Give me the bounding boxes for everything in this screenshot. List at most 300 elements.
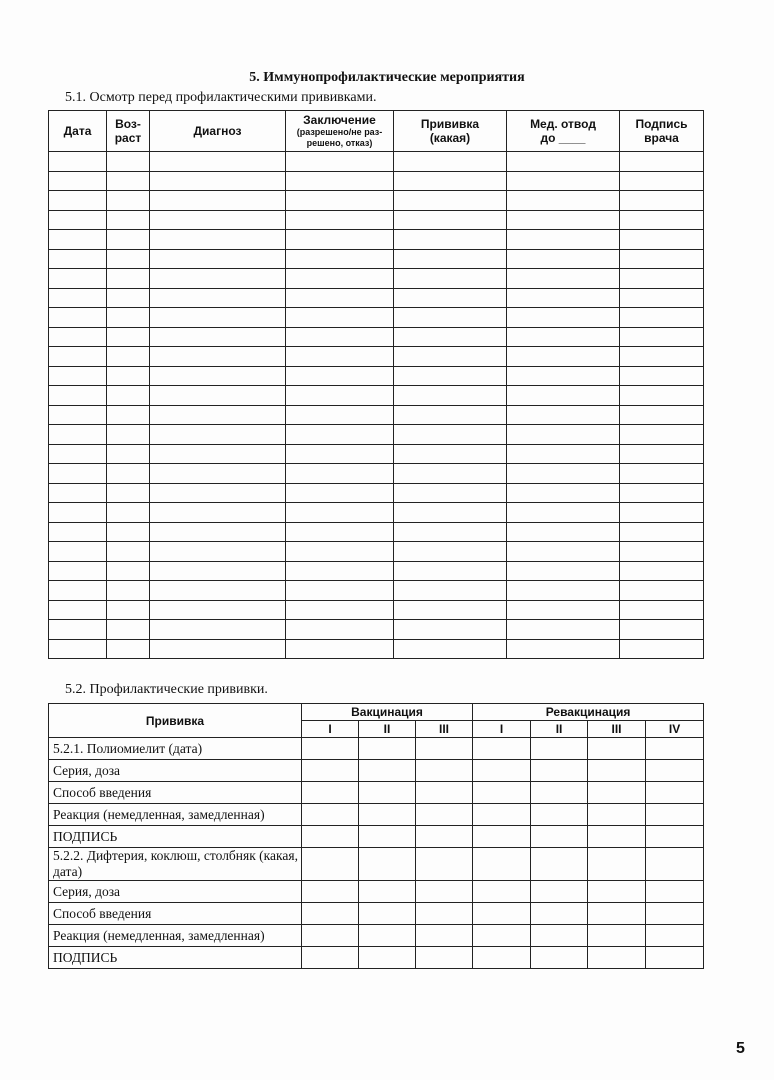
exam-cell[interactable] — [286, 581, 394, 601]
header-vaccination: Вакцинация — [302, 704, 473, 721]
exam-cell[interactable] — [107, 581, 150, 601]
vaccination-cell[interactable] — [473, 925, 531, 947]
vaccination-row — [49, 826, 704, 848]
exam-cell[interactable] — [620, 600, 704, 620]
exam-cell[interactable] — [507, 191, 620, 211]
exam-cell[interactable] — [620, 308, 704, 328]
exam-cell[interactable] — [107, 308, 150, 328]
vaccination-cell[interactable] — [416, 738, 473, 760]
exam-cell[interactable] — [394, 152, 507, 172]
exam-cell[interactable] — [507, 522, 620, 542]
exam-cell[interactable] — [150, 425, 286, 445]
exam-cell[interactable] — [620, 522, 704, 542]
exam-cell[interactable] — [49, 561, 107, 581]
vaccination-cell[interactable] — [359, 804, 416, 826]
exam-cell[interactable] — [49, 171, 107, 191]
vaccination-cell[interactable] — [473, 782, 531, 804]
vaccination-cell[interactable] — [531, 903, 588, 925]
vaccination-cell[interactable] — [473, 848, 531, 881]
vaccination-cell[interactable] — [302, 903, 359, 925]
page-number: 5 — [736, 1040, 745, 1057]
header-conclusion: Заключение (разрешено/не раз- решено, отказ) — [286, 111, 394, 152]
exam-cell[interactable] — [507, 561, 620, 581]
vaccination-cell[interactable] — [531, 760, 588, 782]
exam-cell[interactable] — [394, 464, 507, 484]
exam-cell[interactable] — [107, 288, 150, 308]
vaccination-cell[interactable] — [416, 881, 473, 903]
exam-cell[interactable] — [49, 600, 107, 620]
exam-cell[interactable] — [150, 171, 286, 191]
exam-cell[interactable] — [150, 308, 286, 328]
exam-cell[interactable] — [150, 639, 286, 659]
exam-cell[interactable] — [507, 503, 620, 523]
exam-cell[interactable] — [150, 288, 286, 308]
header-age: Воз- раст — [107, 111, 150, 152]
exam-cell[interactable] — [107, 269, 150, 289]
exam-cell[interactable] — [620, 366, 704, 386]
exam-cell[interactable] — [49, 464, 107, 484]
exam-cell[interactable] — [394, 269, 507, 289]
exam-cell[interactable] — [286, 210, 394, 230]
vaccination-row — [49, 903, 704, 925]
exam-row — [49, 542, 704, 562]
exam-cell[interactable] — [394, 308, 507, 328]
exam-cell[interactable] — [150, 483, 286, 503]
exam-cell[interactable] — [620, 561, 704, 581]
vaccination-row-label: Серия, доза — [49, 881, 302, 903]
exam-cell[interactable] — [49, 405, 107, 425]
vaccination-cell[interactable] — [359, 826, 416, 848]
vaccination-cell[interactable] — [646, 881, 704, 903]
exam-cell[interactable] — [507, 210, 620, 230]
exam-cell[interactable] — [507, 542, 620, 562]
exam-cell[interactable] — [507, 327, 620, 347]
vaccination-cell[interactable] — [416, 804, 473, 826]
vaccination-cell[interactable] — [359, 881, 416, 903]
exam-cell[interactable] — [394, 503, 507, 523]
exam-cell[interactable] — [107, 366, 150, 386]
exam-cell[interactable] — [49, 639, 107, 659]
exam-cell[interactable] — [49, 308, 107, 328]
exam-cell[interactable] — [286, 347, 394, 367]
header-revaccination-1: I — [473, 721, 531, 738]
exam-cell[interactable] — [620, 230, 704, 250]
exam-cell[interactable] — [620, 386, 704, 406]
exam-cell[interactable] — [49, 386, 107, 406]
exam-cell[interactable] — [507, 405, 620, 425]
exam-row — [49, 288, 704, 308]
exam-cell[interactable] — [507, 464, 620, 484]
vacc-header-row-1 — [49, 704, 704, 721]
vaccination-cell[interactable] — [588, 804, 646, 826]
vaccination-cell[interactable] — [646, 804, 704, 826]
vaccination-row-label: Способ введения — [49, 903, 302, 925]
exam-row — [49, 425, 704, 445]
exam-cell[interactable] — [150, 386, 286, 406]
exam-cell[interactable] — [49, 483, 107, 503]
exam-cell[interactable] — [620, 639, 704, 659]
vaccination-cell[interactable] — [531, 826, 588, 848]
exam-cell[interactable] — [286, 561, 394, 581]
exam-cell[interactable] — [620, 249, 704, 269]
vaccination-row-label: Способ введения — [49, 782, 302, 804]
exam-cell[interactable] — [394, 386, 507, 406]
exam-cell[interactable] — [620, 152, 704, 172]
vaccination-row — [49, 760, 704, 782]
vaccination-cell[interactable] — [416, 903, 473, 925]
vaccination-cell[interactable] — [531, 925, 588, 947]
exam-cell[interactable] — [286, 503, 394, 523]
exam-cell[interactable] — [107, 464, 150, 484]
vaccination-cell[interactable] — [646, 925, 704, 947]
exam-cell[interactable] — [507, 600, 620, 620]
exam-cell[interactable] — [150, 210, 286, 230]
vaccination-cell[interactable] — [646, 782, 704, 804]
exam-cell[interactable] — [394, 171, 507, 191]
exam-cell[interactable] — [150, 405, 286, 425]
exam-cell[interactable] — [507, 171, 620, 191]
vaccination-row-label: Реакция (немедленная, замедленная) — [49, 925, 302, 947]
exam-cell[interactable] — [394, 425, 507, 445]
exam-cell[interactable] — [49, 210, 107, 230]
exam-cell[interactable] — [150, 581, 286, 601]
exam-cell[interactable] — [620, 483, 704, 503]
vaccination-cell[interactable] — [531, 804, 588, 826]
exam-row — [49, 210, 704, 230]
vaccination-cell[interactable] — [531, 738, 588, 760]
exam-cell[interactable] — [107, 210, 150, 230]
vaccination-row-label: Реакция (немедленная, замедленная) — [49, 804, 302, 826]
exam-cell[interactable] — [394, 249, 507, 269]
exam-row — [49, 620, 704, 640]
exam-cell[interactable] — [394, 347, 507, 367]
exam-cell[interactable] — [49, 503, 107, 523]
exam-cell[interactable] — [49, 288, 107, 308]
vaccination-cell[interactable] — [359, 925, 416, 947]
exam-cell[interactable] — [49, 444, 107, 464]
exam-cell[interactable] — [394, 405, 507, 425]
vaccination-cell[interactable] — [646, 738, 704, 760]
exam-cell[interactable] — [107, 503, 150, 523]
header-revaccination-3: III — [588, 721, 646, 738]
exam-cell[interactable] — [107, 327, 150, 347]
vaccination-cell[interactable] — [473, 947, 531, 969]
exam-cell[interactable] — [150, 366, 286, 386]
vaccination-cell[interactable] — [646, 903, 704, 925]
exam-cell[interactable] — [394, 620, 507, 640]
exam-row — [49, 269, 704, 289]
exam-cell[interactable] — [620, 620, 704, 640]
exam-row — [49, 464, 704, 484]
exam-cell[interactable] — [507, 620, 620, 640]
exam-cell[interactable] — [150, 542, 286, 562]
vaccination-cell[interactable] — [359, 760, 416, 782]
vaccination-row-label: 5.2.1. Полиомиелит (дата) — [49, 738, 302, 760]
exam-cell[interactable] — [394, 191, 507, 211]
exam-cell[interactable] — [620, 171, 704, 191]
vaccination-cell[interactable] — [588, 738, 646, 760]
exam-cell[interactable] — [394, 561, 507, 581]
vaccination-cell[interactable] — [588, 881, 646, 903]
vaccinations-subtitle: 5.2. Профилактические прививки. — [65, 682, 268, 697]
vaccination-cell[interactable] — [531, 782, 588, 804]
exam-cell[interactable] — [49, 249, 107, 269]
exam-cell[interactable] — [286, 405, 394, 425]
exam-cell[interactable] — [150, 249, 286, 269]
exam-cell[interactable] — [394, 366, 507, 386]
exam-cell[interactable] — [107, 347, 150, 367]
exam-cell[interactable] — [107, 444, 150, 464]
exam-cell[interactable] — [150, 327, 286, 347]
vaccination-cell[interactable] — [416, 848, 473, 881]
exam-cell[interactable] — [150, 600, 286, 620]
exam-cell[interactable] — [394, 444, 507, 464]
exam-cell[interactable] — [620, 425, 704, 445]
exam-row — [49, 308, 704, 328]
exam-cell[interactable] — [286, 249, 394, 269]
vaccinations-table-body — [49, 738, 704, 969]
exam-cell[interactable] — [107, 600, 150, 620]
exam-row — [49, 444, 704, 464]
exam-row — [49, 171, 704, 191]
vaccination-cell[interactable] — [416, 826, 473, 848]
exam-cell[interactable] — [49, 347, 107, 367]
exam-cell[interactable] — [286, 327, 394, 347]
vaccination-cell[interactable] — [416, 760, 473, 782]
exam-cell[interactable] — [620, 288, 704, 308]
exam-cell[interactable] — [107, 191, 150, 211]
vaccination-cell[interactable] — [302, 925, 359, 947]
exam-cell[interactable] — [150, 561, 286, 581]
vaccination-row — [49, 881, 704, 903]
exam-cell[interactable] — [107, 620, 150, 640]
exam-cell[interactable] — [107, 425, 150, 445]
exam-cell[interactable] — [49, 152, 107, 172]
exam-cell[interactable] — [394, 230, 507, 250]
exam-cell[interactable] — [107, 483, 150, 503]
exam-cell[interactable] — [394, 483, 507, 503]
exam-cell[interactable] — [49, 366, 107, 386]
exam-cell[interactable] — [286, 171, 394, 191]
vaccination-cell[interactable] — [588, 848, 646, 881]
exam-cell[interactable] — [394, 639, 507, 659]
section-title: 5. Иммунопрофилактические мероприятия — [249, 70, 525, 85]
exam-cell[interactable] — [620, 210, 704, 230]
exam-cell[interactable] — [49, 327, 107, 347]
vaccination-cell[interactable] — [473, 760, 531, 782]
exam-cell[interactable] — [286, 522, 394, 542]
exam-cell[interactable] — [620, 542, 704, 562]
exam-cell[interactable] — [49, 425, 107, 445]
vaccination-cell[interactable] — [302, 738, 359, 760]
vaccination-cell[interactable] — [359, 848, 416, 881]
exam-cell[interactable] — [286, 386, 394, 406]
exam-row — [49, 191, 704, 211]
exam-cell[interactable] — [286, 191, 394, 211]
exam-cell[interactable] — [49, 230, 107, 250]
vaccination-cell[interactable] — [416, 947, 473, 969]
vaccination-row-label: 5.2.2. Дифтерия, коклюш, столбняк (какая, дата) — [49, 848, 302, 881]
exam-cell[interactable] — [286, 288, 394, 308]
vaccination-cell[interactable] — [359, 782, 416, 804]
exam-cell[interactable] — [150, 230, 286, 250]
exam-cell[interactable] — [620, 503, 704, 523]
vaccination-cell[interactable] — [531, 881, 588, 903]
vaccination-cell[interactable] — [646, 848, 704, 881]
vaccination-cell[interactable] — [473, 804, 531, 826]
vaccination-cell[interactable] — [531, 947, 588, 969]
vaccination-cell[interactable] — [588, 903, 646, 925]
exam-cell[interactable] — [394, 600, 507, 620]
header-vaccination-3: III — [416, 721, 473, 738]
vaccination-row-label: Серия, доза — [49, 760, 302, 782]
exam-subtitle: 5.1. Осмотр перед профилактическими прививками. — [65, 90, 377, 105]
exam-cell[interactable] — [150, 347, 286, 367]
exam-cell[interactable] — [394, 522, 507, 542]
exam-cell[interactable] — [620, 327, 704, 347]
exam-cell[interactable] — [150, 464, 286, 484]
exam-cell[interactable] — [150, 620, 286, 640]
exam-cell[interactable] — [394, 542, 507, 562]
exam-cell[interactable] — [507, 366, 620, 386]
exam-cell[interactable] — [394, 581, 507, 601]
vaccination-cell[interactable] — [359, 738, 416, 760]
header-diagnosis: Диагноз — [150, 111, 286, 152]
exam-cell[interactable] — [620, 269, 704, 289]
exam-cell[interactable] — [507, 425, 620, 445]
exam-row — [49, 230, 704, 250]
vaccination-cell[interactable] — [302, 881, 359, 903]
vaccination-cell[interactable] — [531, 848, 588, 881]
vaccination-cell[interactable] — [302, 947, 359, 969]
exam-cell[interactable] — [286, 425, 394, 445]
exam-cell[interactable] — [620, 191, 704, 211]
exam-cell[interactable] — [150, 444, 286, 464]
exam-cell[interactable] — [620, 405, 704, 425]
vaccination-row — [49, 925, 704, 947]
exam-cell[interactable] — [107, 542, 150, 562]
exam-cell[interactable] — [49, 581, 107, 601]
vaccination-cell[interactable] — [473, 738, 531, 760]
exam-cell[interactable] — [107, 561, 150, 581]
vaccination-cell[interactable] — [646, 947, 704, 969]
exam-cell[interactable] — [620, 347, 704, 367]
exam-cell[interactable] — [286, 600, 394, 620]
exam-cell[interactable] — [620, 444, 704, 464]
exam-cell[interactable] — [107, 152, 150, 172]
exam-row — [49, 327, 704, 347]
exam-cell[interactable] — [286, 308, 394, 328]
vaccination-cell[interactable] — [359, 947, 416, 969]
exam-cell[interactable] — [49, 522, 107, 542]
exam-row — [49, 522, 704, 542]
vaccination-cell[interactable] — [302, 760, 359, 782]
vaccination-cell[interactable] — [588, 826, 646, 848]
exam-cell[interactable] — [507, 249, 620, 269]
vaccination-cell[interactable] — [302, 826, 359, 848]
exam-cell[interactable] — [394, 327, 507, 347]
vaccination-cell[interactable] — [416, 925, 473, 947]
exam-cell[interactable] — [150, 522, 286, 542]
exam-row — [49, 600, 704, 620]
exam-cell[interactable] — [286, 464, 394, 484]
vaccination-row — [49, 947, 704, 969]
exam-cell[interactable] — [286, 366, 394, 386]
exam-cell[interactable] — [286, 639, 394, 659]
exam-cell[interactable] — [49, 191, 107, 211]
exam-cell[interactable] — [107, 522, 150, 542]
exam-cell[interactable] — [49, 269, 107, 289]
exam-cell[interactable] — [107, 171, 150, 191]
vaccination-cell[interactable] — [646, 760, 704, 782]
exam-cell[interactable] — [150, 269, 286, 289]
exam-cell[interactable] — [286, 542, 394, 562]
exam-cell[interactable] — [507, 347, 620, 367]
vaccination-cell[interactable] — [302, 804, 359, 826]
exam-cell[interactable] — [107, 639, 150, 659]
exam-cell[interactable] — [107, 386, 150, 406]
exam-cell[interactable] — [394, 288, 507, 308]
exam-cell[interactable] — [620, 464, 704, 484]
exam-cell[interactable] — [150, 152, 286, 172]
exam-cell[interactable] — [286, 620, 394, 640]
exam-cell[interactable] — [286, 444, 394, 464]
vaccination-cell[interactable] — [473, 903, 531, 925]
exam-cell[interactable] — [107, 230, 150, 250]
exam-cell[interactable] — [507, 288, 620, 308]
vaccination-cell[interactable] — [588, 947, 646, 969]
exam-cell[interactable] — [286, 152, 394, 172]
exam-cell[interactable] — [507, 269, 620, 289]
vaccination-cell[interactable] — [302, 782, 359, 804]
exam-cell[interactable] — [507, 308, 620, 328]
header-medical-exemption: Мед. отвод до ____ — [507, 111, 620, 152]
exam-cell[interactable] — [507, 483, 620, 503]
vaccination-cell[interactable] — [473, 881, 531, 903]
vaccination-cell[interactable] — [646, 826, 704, 848]
exam-cell[interactable] — [507, 444, 620, 464]
exam-cell[interactable] — [49, 542, 107, 562]
exam-cell[interactable] — [286, 230, 394, 250]
vaccination-cell[interactable] — [588, 782, 646, 804]
header-doctor-signature: Подпись врача — [620, 111, 704, 152]
vaccination-cell[interactable] — [302, 848, 359, 881]
exam-row — [49, 347, 704, 367]
exam-cell[interactable] — [49, 620, 107, 640]
exam-cell[interactable] — [507, 581, 620, 601]
vaccination-cell[interactable] — [473, 826, 531, 848]
exam-cell[interactable] — [507, 152, 620, 172]
vaccination-cell[interactable] — [416, 782, 473, 804]
vaccination-cell[interactable] — [359, 903, 416, 925]
exam-cell[interactable] — [620, 581, 704, 601]
vaccination-cell[interactable] — [588, 760, 646, 782]
vaccination-row — [49, 848, 704, 881]
exam-cell[interactable] — [107, 249, 150, 269]
exam-cell[interactable] — [286, 269, 394, 289]
header-revaccination: Ревакцинация — [473, 704, 704, 721]
exam-cell[interactable] — [507, 386, 620, 406]
exam-cell[interactable] — [507, 639, 620, 659]
exam-cell[interactable] — [150, 191, 286, 211]
exam-cell[interactable] — [150, 503, 286, 523]
header-vaccine-name: Прививка — [49, 704, 302, 738]
exam-cell[interactable] — [286, 483, 394, 503]
exam-cell[interactable] — [507, 230, 620, 250]
exam-cell[interactable] — [394, 210, 507, 230]
exam-cell[interactable] — [107, 405, 150, 425]
vaccination-cell[interactable] — [588, 925, 646, 947]
